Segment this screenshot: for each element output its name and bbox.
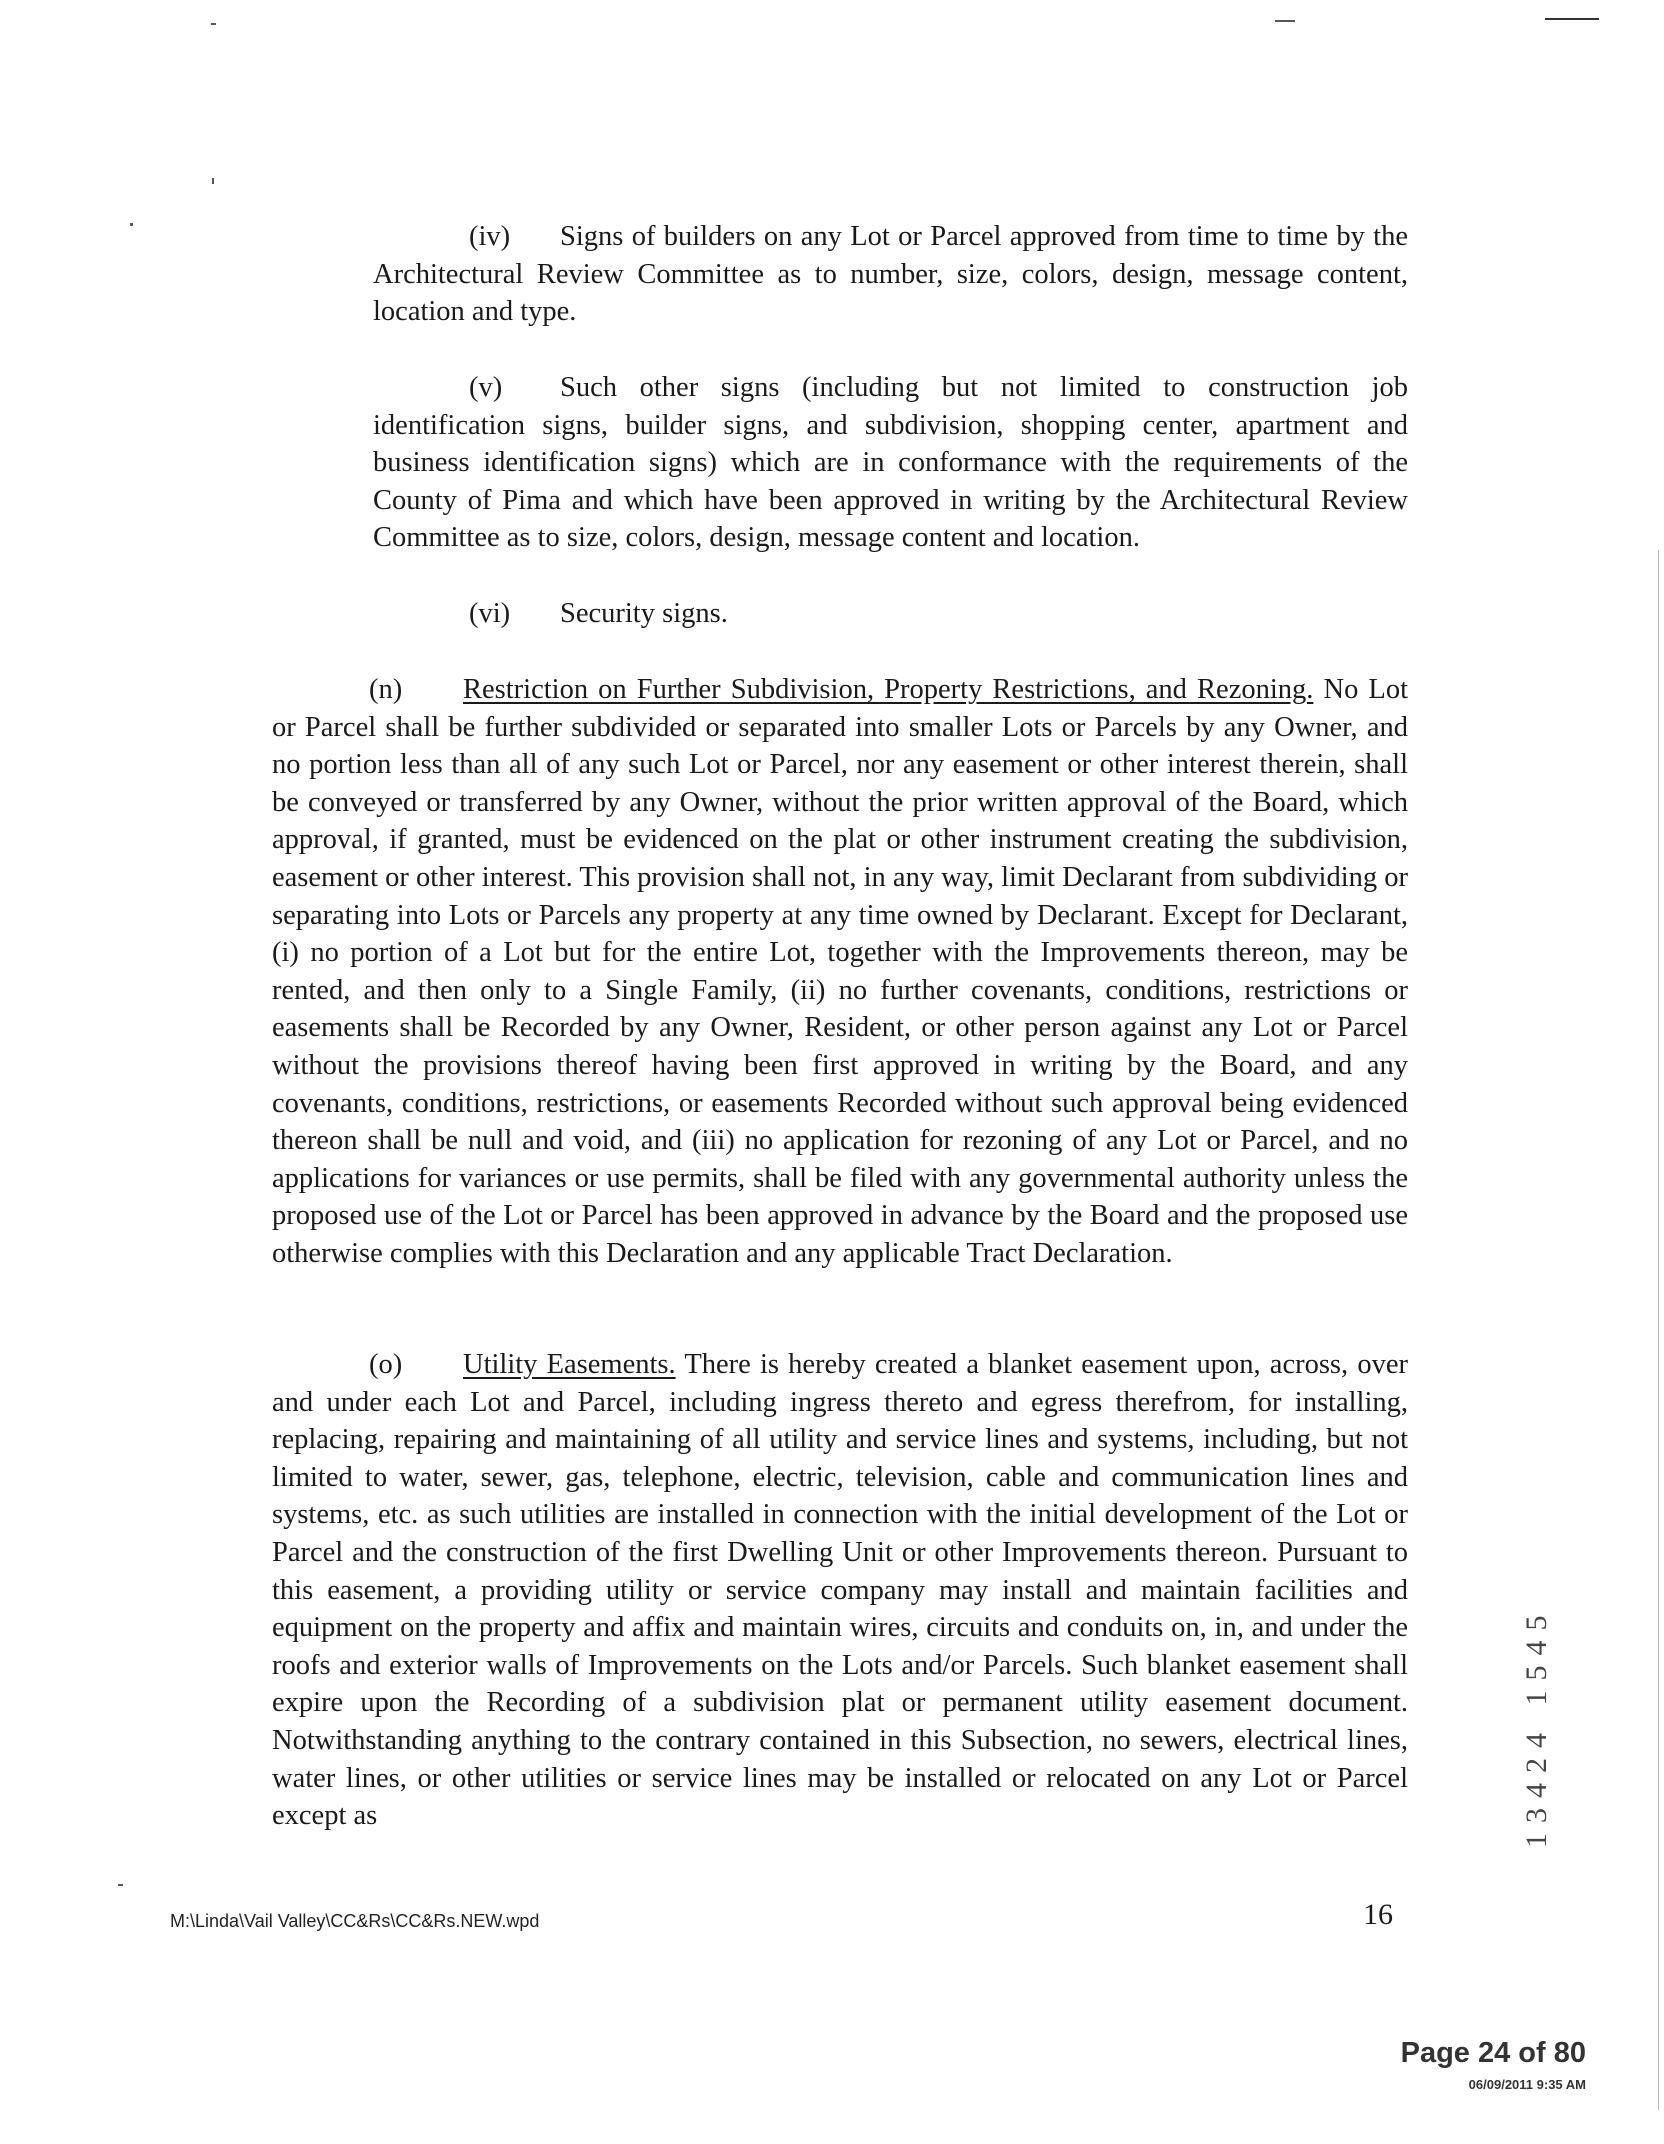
scan-mark-left-2 [130,223,133,226]
scan-mark-left-1 [212,178,214,184]
subsection-iv-text: Signs of builders on any Lot or Parcel approved from time to time by the Architectural Review Committee as to number, size, colors, design, message content, location and type. [373,221,1408,328]
section-o-body: There is hereby created a blanket easement upon, across, over and under each Lot and Parcel, including ingress thereto and egress therefrom, for installing, replacing, repairing and maintaining of all utility and service lines and systems, including, but not limited to water, sewer, gas, telephone, electric, television, cable and communication lines and systems, etc. as such utilities are installed in connection with the initial development of the Lot or Parcel and the construction of the first Dwelling Unit or other Improvements thereon. Pursuant to this easement, a providing utility or service company may install and maintain facilities and equipment on the property and affix and maintain wires, circuits and conduits on, in, and under the roofs and exterior walls of Improvements on the Lots and/or Parcels. Such blanket easement shall expire upon the Recording of a subdivision plat or permanent utility easement document. Notwithstanding anything to the contrary contained in this Subsection, no sewers, electrical lines, water lines, or other utilities or service lines may be installed or relocated on any Lot or Parcel except as [272,1349,1408,1832]
scan-line-right-edge [1658,550,1659,2110]
subsection-v [373,369,1408,557]
section-n-heading: Restriction on Further Subdivision, Property Restrictions, and Rezoning. [463,674,1314,705]
recording-page-count: Page 24 of 80 [1400,2037,1586,2069]
subsection-vi-text: Security signs. [560,598,728,629]
page-number: 16 [1363,1898,1393,1931]
scan-mark-top-left [211,23,216,25]
subsection-vi [373,595,1408,633]
section-n [272,671,1408,1273]
recording-timestamp: 06/09/2011 9:35 AM [1468,2077,1586,2092]
subsection-v-number: (v) [469,372,503,403]
section-o [272,1346,1408,1835]
recording-side-number-text: 13424 1545 [1520,1605,1553,1848]
section-n-body: No Lot or Parcel shall be further subdivided or separated into smaller Lots or Parcels by any Owner, and no portion less than all of any such Lot or Parcel, nor any easement or other interest therein, shall be conveyed or transferred by any Owner, without the prior written approval of the Board, which approval, if granted, must be evidenced on the plat or other instrument creating the subdivision, easement or other interest. This provision shall not, in any way, limit Declarant from subdividing or separating into Lots or Parcels any property at any time owned by Declarant. Except for Declarant, (i) no portion of a Lot but for the entire Lot, together with the Improvements thereon, may be rented, and then only to a Single Family, (ii) no further covenants, conditions, restrictions or easements shall be Recorded by any Owner, Resident, or other person against any Lot or Parcel without the provisions thereof having been first approved in writing by the Board, and any covenants, conditions, restrictions, or easements Recorded without such approval being evidenced thereon shall be null and void, and (iii) no application for rezoning of any Lot or Parcel, and no applications for variances or use permits, shall be filed with any governmental authority unless the proposed use of the Lot or Parcel has been approved in advance by the Board and the proposed use otherwise complies with this Declaration and any applicable Tract Declaration. [272,674,1409,1269]
footer-file-path: M:\Linda\Vail Valley\CC&Rs\CC&Rs.NEW.wpd [170,1911,540,1931]
section-o-number: (o) [369,1349,403,1380]
subsection-iv-number: (iv) [469,221,511,252]
scan-mark-top-center [1275,20,1295,22]
section-o-heading: Utility Easements. [463,1349,676,1380]
recording-side-number [1520,1518,1553,1848]
subsection-iv [373,218,1408,331]
scan-rule-top-right [1545,18,1599,20]
scan-mark-left-3 [118,1884,123,1886]
subsection-vi-number: (vi) [469,598,511,629]
subsection-v-text: Such other signs (including but not limited to construction job identification signs, builder signs, and subdivision, shopping center, apartment and business identification signs) which are in conformance with the requirements of the County of Pima and which have been approved in writing by the Architectural Review Committee as to size, colors, design, message content and location. [373,372,1408,554]
section-n-number: (n) [369,674,403,705]
